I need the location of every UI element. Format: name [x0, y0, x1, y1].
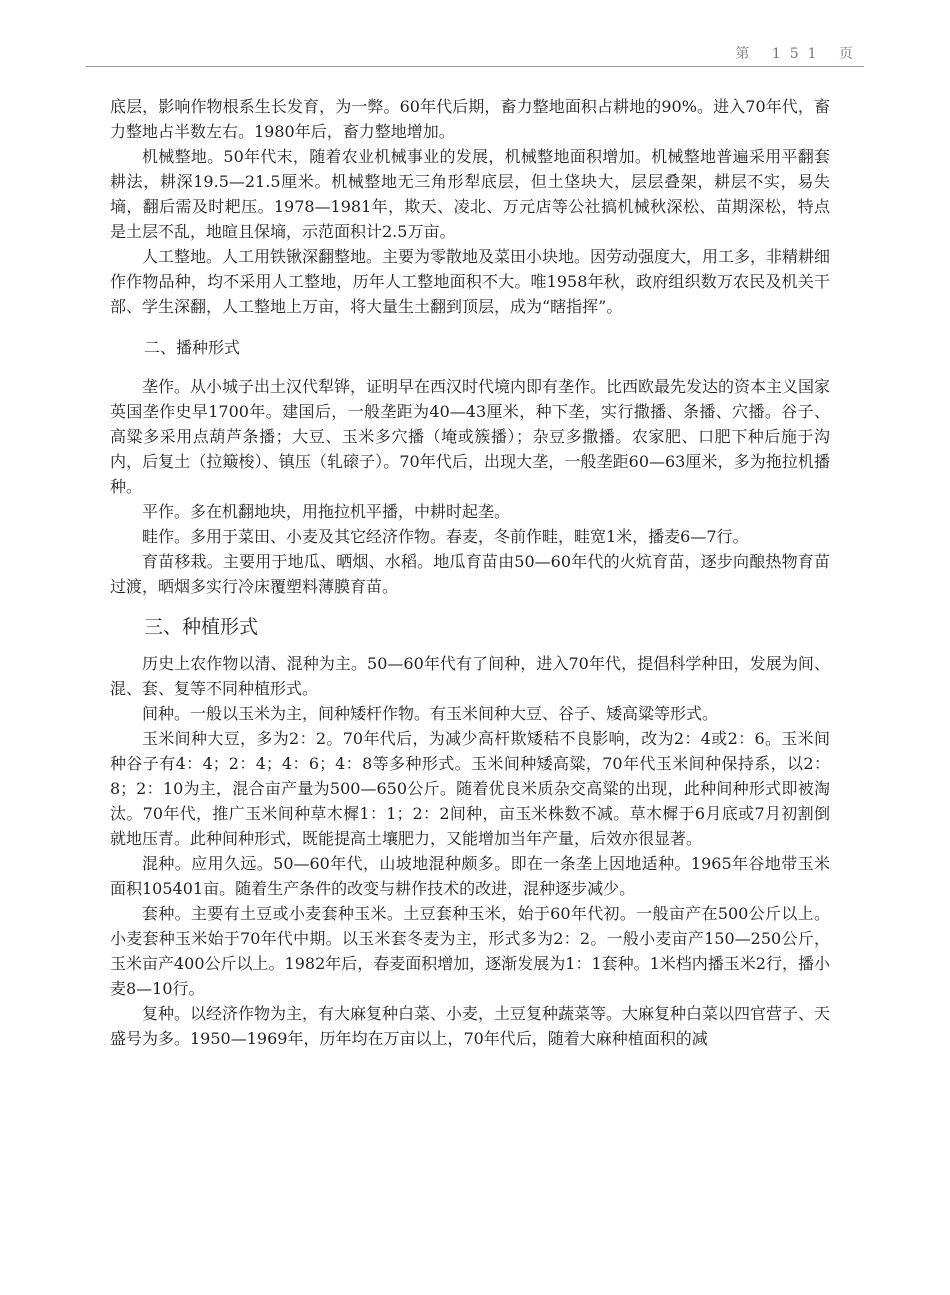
paragraph: 套种。主要有土豆或小麦套种玉米。土豆套种玉米，始于60年代初。一般亩产在500公斤以上。小麦套种玉米始于70年代中期。以玉米套冬麦为主，形式多为2：2。一般小麦亩产150—250公斤，玉米亩产400公斤以上。1982年后，春麦面积增加，逐渐发展为1：1套种。1米档内播玉米2行，播小麦8—10行。 — [110, 904, 830, 998]
page-header — [86, 40, 864, 67]
paragraph: 人工整地。人工用铁锹深翻整地。主要为零散地及菜田小块地。因劳动强度大，用工多，非精耕细作作物品种，均不采用人工整地，历年人工整地面积不大。唯1958年秋，政府组织数万农民及机关干部、学生深翻，人工整地上万亩，将大量生土翻到顶层，成为“瞎指挥”。 — [110, 247, 831, 316]
paragraph: 历史上农作物以清、混种为主。50—60年代有了间种，进入70年代，提倡科学种田，发展为间、混、套、复等不同种植形式。 — [110, 654, 830, 698]
paragraph: 平作。多在机翻地块，用拖拉机平播，中耕时起垄。 — [142, 502, 511, 521]
page-body — [110, 94, 830, 1051]
paragraph: 混种。应用久远。50—60年代，山坡地混种颇多。即在一条垄上因地适种。1965年谷地带玉米面积105401亩。随着生产条件的改变与耕作技术的改进，混种逐步减少。 — [110, 854, 830, 898]
section-heading: 二、播种形式 — [144, 338, 241, 357]
paragraph: 玉米间种大豆，多为2：2。70年代后，为减少高杆欺矮秸不良影响，改为2：4或2：6。玉米间种谷子有4：4；2：4；4：6；4：8等多种形式。玉米间种矮高粱，70年代玉米间种保持系，以2：8；2：10为主，混合亩产量为500—650公斤。随着优良米质杂交高粱的出现，此种间种形式即被淘汰。70年代，推广玉米间种草木樨1：1；2：2间种，亩玉米株数不减。草木樨于6月底或7月初割倒就地压青。此种间种形式，既能提高土壤肥力，又能增加当年产量，后效亦很显著。 — [110, 729, 830, 848]
paragraph: 育苗移栽。主要用于地瓜、晒烟、水稻。地瓜育苗由50—60年代的火炕育苗，逐步向酿热物育苗过渡，晒烟多实行冷床覆塑料薄膜育苗。 — [110, 552, 830, 596]
paragraph: 畦作。多用于菜田、小麦及其它经济作物。春麦，冬前作畦，畦宽1米，播麦6—7行。 — [142, 527, 749, 546]
section-heading: 三、种植形式 — [144, 616, 259, 638]
paragraph: 复种。以经济作物为主，有大麻复种白菜、小麦，土豆复种蔬菜等。大麻复种白菜以四官营子、天盛号为多。1950—1969年，历年均在万亩以上，70年代后，随着大麻种植面积的减 — [110, 1004, 831, 1048]
paragraph: 垄作。从小城子出土汉代犁铧，证明早在西汉时代境内即有垄作。比西欧最先发达的资本主义国家英国垄作史早1700年。建国后，一般垄距为40—43厘米，种下垄，实行撒播、条播、穴播。谷子、高粱多采用点葫芦条播；大豆、玉米多穴播（埯或簇播）；杂豆多撒播。农家肥、口肥下种后施于沟内，后复土（拉簸梭）、镇压（轧磙子）。70年代后，出现大垄，一般垄距60—63厘米，多为拖拉机播种。 — [110, 377, 831, 496]
paragraph: 机械整地。50年代末，随着农业机械事业的发展，机械整地面积增加。机械整地普遍采用平翻套耕法，耕深19.5—21.5厘米。机械整地无三角形犁底层，但土垡块大，层层叠架，耕层不实，易失墒，翻后需及时耙压。1978—1981年，欺天、凌北、万元店等公社搞机械秋深松、苗期深松，特点是土层不乱，地暄且保墒，示范面积计2.5万亩。 — [110, 147, 830, 241]
page-number: 第 151 页 — [735, 46, 862, 62]
paragraph: 底层，影响作物根系生长发育，为一弊。60年代后期，畜力整地面积占耕地的90%。进入70年代，畜力整地占半数左右。1980年后，畜力整地增加。 — [110, 97, 830, 141]
paragraph: 间种。一般以玉米为主，间种矮杆作物。有玉米间种大豆、谷子、矮高粱等形式。 — [142, 704, 719, 723]
